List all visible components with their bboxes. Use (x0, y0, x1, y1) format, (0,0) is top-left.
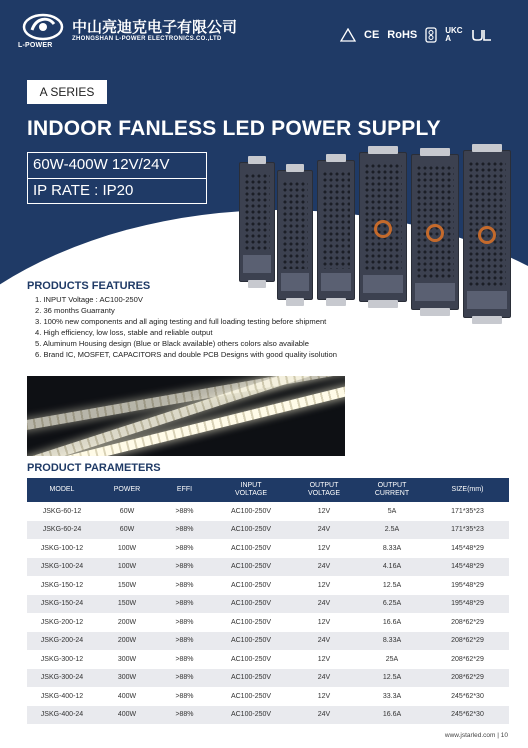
table-row (27, 502, 509, 521)
spec-ip-rate: IP RATE : IP20 (33, 182, 134, 199)
table-cell: 171*35*23 (426, 502, 509, 521)
table-cell: JSKG-60-12 (27, 502, 97, 521)
col-power: POWER (97, 478, 157, 502)
table-cell: >88% (157, 576, 212, 595)
table-cell: 12V (290, 687, 358, 706)
table-cell: 12.5A (358, 669, 426, 688)
table-cell: >88% (157, 613, 212, 632)
table-cell: 195*48*29 (426, 576, 509, 595)
ul-mark-icon (471, 27, 493, 43)
parameters-title: PRODUCT PARAMETERS (27, 462, 161, 474)
table-cell: AC100-250V (212, 687, 290, 706)
table-cell: JSKG-100-12 (27, 539, 97, 558)
table-cell: AC100-250V (212, 613, 290, 632)
table-row (27, 613, 509, 632)
table-cell: 208*62*29 (426, 669, 509, 688)
table-row (27, 576, 509, 595)
col-input-voltage: INPUT VOLTAGE (212, 478, 290, 502)
table-cell: 25A (358, 650, 426, 669)
table-cell: 171*35*23 (426, 521, 509, 540)
table-cell: 60W (97, 502, 157, 521)
table-cell: 245*62*30 (426, 706, 509, 725)
page-number: 10 (500, 732, 508, 739)
table-cell: >88% (157, 595, 212, 614)
col-effi: EFFI (157, 478, 212, 502)
page-title: INDOOR FANLESS LED POWER SUPPLY (27, 117, 441, 140)
table-row (27, 650, 509, 669)
table-cell: >88% (157, 632, 212, 651)
table-cell: >88% (157, 706, 212, 725)
series-badge: A SERIES (27, 80, 107, 104)
table-cell: JSKG-150-24 (27, 595, 97, 614)
table-cell: 300W (97, 650, 157, 669)
features-title: PRODUCTS FEATURES (27, 280, 151, 292)
table-cell: 16.6A (358, 613, 426, 632)
ce-mark: CE (364, 29, 380, 41)
table-cell: >88% (157, 687, 212, 706)
rohs-mark: RoHS (387, 29, 418, 41)
table-cell: 24V (290, 632, 358, 651)
led-strip-photo (27, 376, 345, 456)
table-cell: JSKG-300-12 (27, 650, 97, 669)
table-cell: 24V (290, 521, 358, 540)
table-cell: 33.3A (358, 687, 426, 706)
table-cell: 208*62*29 (426, 613, 509, 632)
table-cell: JSKG-400-24 (27, 706, 97, 725)
table-cell: 208*62*29 (426, 650, 509, 669)
table-row (27, 521, 509, 540)
table-cell: 24V (290, 706, 358, 725)
col-model: MODEL (27, 478, 97, 502)
table-cell: AC100-250V (212, 558, 290, 577)
table-body (27, 502, 509, 724)
table-cell: JSKG-400-12 (27, 687, 97, 706)
feature-item: 2. 36 months Guarranty (35, 306, 115, 315)
table-cell: AC100-250V (212, 706, 290, 725)
table-cell: JSKG-200-12 (27, 613, 97, 632)
table-cell: 24V (290, 558, 358, 577)
table-row (27, 539, 509, 558)
table-cell: 100W (97, 558, 157, 577)
table-cell: 400W (97, 687, 157, 706)
spec-divider (27, 178, 207, 179)
feature-item: 3. 100% new components and all aging testing and full loading testing before shipment (35, 317, 327, 326)
table-cell: JSKG-60-24 (27, 521, 97, 540)
table-cell: AC100-250V (212, 576, 290, 595)
table-header-row (27, 478, 509, 502)
table-cell: 245*62*30 (426, 687, 509, 706)
footer-separator: | (497, 732, 501, 739)
table-cell: 300W (97, 669, 157, 688)
table-cell: 8.33A (358, 632, 426, 651)
power-supply-unit (359, 152, 407, 302)
table-row (27, 669, 509, 688)
table-cell: >88% (157, 558, 212, 577)
table-cell: 60W (97, 521, 157, 540)
table-cell: 100W (97, 539, 157, 558)
table-cell: AC100-250V (212, 595, 290, 614)
table-cell: 12V (290, 502, 358, 521)
table-cell: 400W (97, 706, 157, 725)
col-size: SIZE(mm) (426, 478, 509, 502)
parameters-table (27, 478, 509, 725)
table-row (27, 706, 509, 725)
table-row (27, 687, 509, 706)
table-cell: >88% (157, 521, 212, 540)
table-cell: 195*48*29 (426, 595, 509, 614)
power-supply-unit (239, 162, 275, 282)
table-cell: AC100-250V (212, 669, 290, 688)
table-cell: 145*48*29 (426, 539, 509, 558)
triangle-mark-icon (340, 28, 356, 42)
power-supply-unit (277, 170, 313, 300)
logo-text: L-POWER (18, 42, 53, 49)
table-cell: 12.5A (358, 576, 426, 595)
table-cell: 5A (358, 502, 426, 521)
table-cell: >88% (157, 650, 212, 669)
footer-url[interactable]: www.jstarled.com (444, 732, 496, 739)
table-cell: 24V (290, 595, 358, 614)
table-cell: 200W (97, 632, 157, 651)
table-cell: 200W (97, 613, 157, 632)
table-cell: AC100-250V (212, 539, 290, 558)
page-footer (445, 732, 508, 739)
table-cell: >88% (157, 669, 212, 688)
table-cell: 24V (290, 669, 358, 688)
table-cell: JSKG-100-24 (27, 558, 97, 577)
table-cell: JSKG-300-24 (27, 669, 97, 688)
power-supply-unit (411, 154, 459, 310)
ukca-mark: UKCA (445, 26, 463, 43)
table-cell: 145*48*29 (426, 558, 509, 577)
table-row (27, 558, 509, 577)
power-supply-unit (317, 160, 355, 300)
table-cell: >88% (157, 502, 212, 521)
table-cell: JSKG-150-12 (27, 576, 97, 595)
feature-item: 6. Brand IC, MOSFET, CAPACITORS and double PCB Designs with good quality isolution (35, 350, 337, 359)
table-cell: 8.33A (358, 539, 426, 558)
table-cell: >88% (157, 539, 212, 558)
table-cell: AC100-250V (212, 650, 290, 669)
certification-marks (340, 26, 493, 44)
power-supply-unit (463, 150, 511, 318)
table-cell: 12V (290, 613, 358, 632)
col-output-voltage: OUTPUT VOLTAGE (290, 478, 358, 502)
table-cell: 2.5A (358, 521, 426, 540)
table-row (27, 595, 509, 614)
table-cell: 150W (97, 576, 157, 595)
company-name-cn: 中山亮迪克电子有限公司 (72, 19, 238, 36)
features-list (35, 294, 337, 360)
l-power-logo-icon (22, 12, 64, 42)
table-cell: 16.6A (358, 706, 426, 725)
col-output-current: OUTPUT CURRENT (358, 478, 426, 502)
table-cell: 6.25A (358, 595, 426, 614)
table-cell: 4.16A (358, 558, 426, 577)
table-cell: 12V (290, 650, 358, 669)
safety-transformer-icon (425, 27, 437, 43)
table-cell: 150W (97, 595, 157, 614)
table-cell: AC100-250V (212, 632, 290, 651)
feature-item: 4. High efficiency, low loss, stable and reliable output (35, 328, 213, 337)
spec-power-voltage: 60W-400W 12V/24V (33, 156, 170, 173)
table-cell: 12V (290, 576, 358, 595)
feature-item: 5. Aluminum Housing design (Blue or Black available) others colors also available (35, 339, 309, 348)
table-cell: AC100-250V (212, 502, 290, 521)
company-name-en: ZHONGSHAN L-POWER ELECTRONICS.CO.,LTD (72, 36, 222, 42)
table-cell: JSKG-200-24 (27, 632, 97, 651)
feature-item: 1. INPUT Voltage : AC100-250V (35, 295, 143, 304)
table-cell: AC100-250V (212, 521, 290, 540)
table-cell: 12V (290, 539, 358, 558)
table-row (27, 632, 509, 651)
table-cell: 208*62*29 (426, 632, 509, 651)
